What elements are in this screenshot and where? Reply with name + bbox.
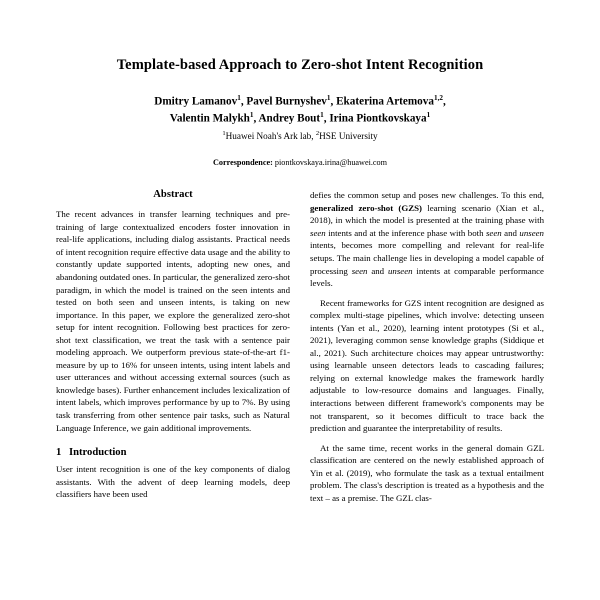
- left-column: [56, 189, 290, 511]
- text-run: At the same time, recent works in the general domain GZL classification are centered on the newly established approach of Yin et al. (2019), who formulate the task as a textual entailment problem. The class's description is treated as a hypothesis and the text – as a premise. The GZL clas-: [310, 442, 544, 503]
- paragraph: [310, 297, 544, 435]
- emphasis-italic: seen: [310, 227, 326, 238]
- section-heading-introduction: [56, 447, 290, 458]
- author-affil-marker: 1: [320, 110, 324, 119]
- emphasis-italic: seen: [485, 227, 502, 238]
- author-name: Dmitry Lamanov: [154, 95, 238, 108]
- correspondence-label: Correspondence:: [212, 158, 273, 168]
- text-run: and: [367, 265, 388, 276]
- paragraph: User intent recognition is one of the key components of dialog assistants. With the advent of deep learning models, deep classifiers have been used: [56, 464, 290, 500]
- emphasis-italic: unseen: [387, 265, 413, 276]
- author-list: Dmitry Lamanov$^1$, Pavel Burnyshev$^1$, Ekaterina Artemova$^{1,2}$, Valentin Malykh$^1$, Andrey Bout$^1$, Irina Piontkovskaya$^1$: [154, 93, 446, 125]
- author-affil-marker: 1: [237, 93, 241, 102]
- author-affil-marker: 1: [326, 93, 331, 102]
- correspondence: [56, 158, 544, 167]
- abstract-heading: Abstract: [153, 189, 193, 201]
- section-title: Introduction: [69, 447, 127, 459]
- author-name: Valentin Malykh: [169, 112, 250, 125]
- text-run: intents at comparable performance levels.: [310, 265, 544, 289]
- affiliation-text: HSE University: [319, 130, 378, 141]
- text-run: defies the common setup and poses new challenges. To this end,: [310, 190, 544, 201]
- author-name: Pavel Burnyshev: [246, 95, 327, 108]
- text-run: intents and at the inference phase with both: [325, 227, 486, 238]
- text-run: and: [501, 227, 520, 238]
- correspondence-email[interactable]: piontkovskaya.irina@huawei.com: [274, 158, 388, 168]
- author-affil-marker: 1: [426, 110, 431, 119]
- author-affil-marker: 1: [249, 110, 254, 119]
- section-number: 1: [56, 447, 62, 459]
- abstract-text: The recent advances in transfer learning techniques and pre-training of large contextualized encoders foster innovation in real-life applications, including dialog assistants. Practical needs of intent recognition require effective data usage and the ability to constantly update supported intents, adopting new ones, and abandoning outdated ones. In particular, the generalized zero-shot paradigm, in which the model is trained on the seen intents and tested on both seen and unseen intents, is taking on new importance. In this paper, we explore the generalized zero-shot setup for intent recognition. Following best practices for zero-shot text classification, we treat the task with a sentence pair modeling approach. We outperform previous state-of-the-art f1-measure by up to 16% for unseen intents, using intent labels and user utterances and without accessing external sources (such as knowledge bases). Further enhancement includes lexicalization of intent labels, which improves performance by up to 7%. By using task transferring from other sentence pair tasks, such as Natural Language Inference, we gain additional improvements.: [56, 209, 290, 433]
- page-title: Template-based Approach to Zero-shot Intent Recognition: [116, 57, 484, 73]
- author-affil-marker: 1,2: [433, 93, 443, 102]
- affiliation-marker: 2: [315, 129, 320, 137]
- author-name: Irina Piontkovskaya: [329, 112, 427, 125]
- emphasis-bold: generalized zero-shot (GZS): [310, 202, 423, 213]
- paragraph: [310, 442, 544, 505]
- author-name: Ekaterina Artemova: [336, 95, 434, 108]
- paragraph: [310, 189, 544, 289]
- text-run: intents, becomes more compelling and relevant for real-life setups. The main challenge lies in developing a model capable of processing: [310, 240, 544, 276]
- affiliation-marker: 1: [222, 129, 226, 137]
- text-run: Recent frameworks for GZS intent recognition are designed as complex multi-stage pipelines, which involve: detecting unseen intents (Yan et al., 2020), learning intent prototypes (Si et al., 2021), leveraging common sense knowledge graphs (Siddique et al., 2021). Such architecture choices may appear untrustworthy: using learnable unseen detectors leads to cascading failures; relying on external knowledge makes the framework hardly adjustable to low-resource domains and languages. Finally, interactions between different framework's components may be not transparent, so it becomes difficult to trace back the prediction and guarantee the interpretability of results.: [310, 297, 544, 434]
- right-column: [310, 189, 544, 511]
- emphasis-italic: unseen: [519, 227, 544, 238]
- two-column-body: [56, 189, 544, 511]
- text-run: learning scenario (Xian et al., 2018), in which the model is presented at the training phase with: [310, 202, 544, 226]
- author-name: Andrey Bout: [258, 112, 321, 125]
- affiliations: [56, 130, 544, 142]
- emphasis-italic: seen: [351, 265, 368, 276]
- affiliation-text: Huawei Noah's Ark lab,: [225, 130, 314, 141]
